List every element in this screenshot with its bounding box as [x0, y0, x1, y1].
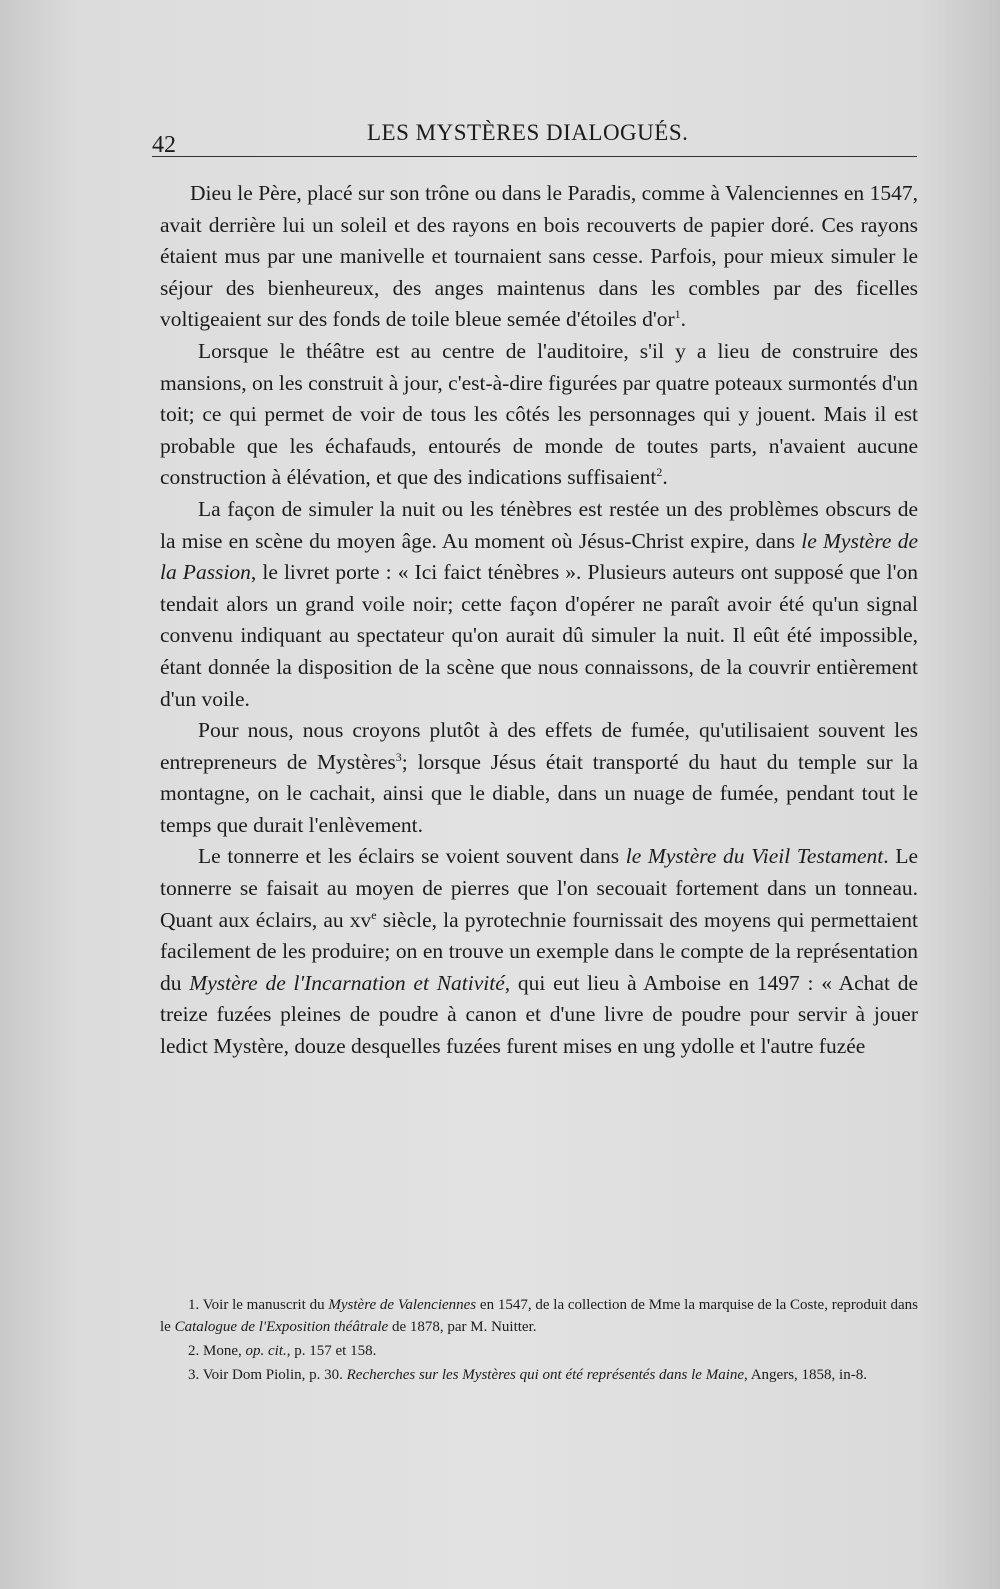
- text-run: 3. Voir Dom Piolin, p. 30.: [188, 1367, 347, 1383]
- italic-title: Recherches sur les Mystères qui ont été représentés dans le Maine: [346, 1367, 745, 1383]
- footnote-2: [160, 1340, 918, 1362]
- text-run: Dieu le Père, placé sur son trône ou dans le Paradis, comme à Valenciennes en 1547, avait derrière lui un soleil et des rayons en bois recouverts de papier doré. Ces rayons étaient mus par une manivelle et tournaient sans cesse. Parfois, pour mieux simuler le séjour des bienheureux, des anges maintenus dans les combles par des ficelles voltigeaient sur des fonds de toile bleue semée d'étoiles d'or: [160, 181, 918, 332]
- text-run: siècle, la pyrotechnie fournissait des moyens qui permettaient facilement de les produire; on en trouve un exemple dans le compte de la représentation du: [160, 907, 918, 995]
- text-run: , p. 157 et 158.: [286, 1343, 377, 1359]
- italic-title: Mystère de l'Incarnation et Nativité: [189, 970, 505, 995]
- paragraph-5: [160, 841, 918, 1062]
- text-run: de 1878, par M. Nuitter.: [388, 1319, 537, 1335]
- body-text: [160, 178, 918, 1063]
- footnotes: [160, 1294, 918, 1388]
- footnote-3: [160, 1364, 918, 1386]
- text-run: Pour nous, nous croyons plutôt à des effets de fumée, qu'utilisaient souvent les entrepreneurs de Mystères: [160, 718, 918, 774]
- text-run: , le livret porte : « Ici faict ténèbres ». Plusieurs auteurs ont supposé que l'on tendait alors un grand voile noir; cette façon d'opérer ne paraît avoir été qu'un signal convenu indiquant au spectateur qu'on aurait dû simuler la nuit. Il eût été impossible, étant donnée la disposition de la scène que nous connaissons, de la couvrir entièrement d'un voile.: [160, 560, 918, 711]
- italic-abbrev: op. cit.: [245, 1343, 287, 1359]
- text-run: La façon de simuler la nuit ou les ténèbres est restée un des problèmes obscurs de la mise en scène du moyen âge. Au moment où Jésus-Christ expire, dans: [160, 496, 918, 553]
- italic-title: Catalogue de l'Exposition théâtrale: [174, 1319, 389, 1335]
- text-run: en 1547, de la collection de Mme la marquise de la Coste, reproduit dans le: [160, 1297, 918, 1335]
- text-run: 2. Mone,: [188, 1343, 246, 1359]
- paragraph-1: [160, 178, 918, 336]
- paragraph-4: [160, 715, 918, 841]
- text-run: .: [662, 465, 668, 490]
- century-superscript: e: [371, 907, 377, 922]
- text-run: .: [680, 307, 687, 332]
- page-header: [152, 118, 920, 158]
- page-number: 42: [152, 132, 176, 158]
- footnote-ref-3: 3: [395, 749, 402, 764]
- text-run: , qui eut lieu à Amboise en 1497 : « Achat de treize fuzées pleines de poudre à canon et d'une livre de poudre pour servir à jouer ledict Mystère, douze desquelles fuzées furent mises en ung ydolle et l'autre fuzée: [160, 970, 918, 1059]
- text-run: 1. Voir le manuscrit du: [188, 1297, 329, 1313]
- italic-title: le Mystère de la Passion: [160, 528, 918, 585]
- text-run: , Angers, 1858, in-8.: [744, 1367, 867, 1383]
- paragraph-2: [160, 336, 918, 494]
- running-title: LES MYSTÈRES DIALOGUÉS.: [367, 120, 689, 145]
- text-run: Le tonnerre et les éclairs se voient souvent dans: [198, 844, 626, 869]
- footnote-1: [160, 1294, 918, 1338]
- text-run: . Le tonnerre se faisait au moyen de pierres que l'on secouait fortement dans un tonneau. Quant aux éclairs, au xv: [160, 844, 918, 932]
- text-run: Lorsque le théâtre est au centre de l'auditoire, s'il y a lieu de construire des mansions, on les construit à jour, c'est-à-dire figurées par quatre poteaux surmontés d'un toit; ce qui permet de voir de tous les côtés les personnages qui y jouent. Mais il est probable que les échafauds, entourés de monde de toutes parts, n'avaient aucune construction à élévation, et que des indications suffisaient: [160, 338, 918, 490]
- italic-title: le Mystère du Vieil Testament: [625, 844, 884, 869]
- italic-title: Mystère de Valenciennes: [328, 1297, 477, 1313]
- text-run: ; lorsque Jésus était transporté du haut du temple sur la montagne, on le cachait, ainsi que le diable, dans un nuage de fumée, pendant tout le temps que durait l'enlèvement.: [160, 749, 918, 837]
- footnote-ref-1: 1: [674, 307, 681, 322]
- footnote-ref-2: 2: [656, 465, 663, 480]
- paragraph-3: [160, 494, 918, 715]
- header-rule: [152, 156, 917, 157]
